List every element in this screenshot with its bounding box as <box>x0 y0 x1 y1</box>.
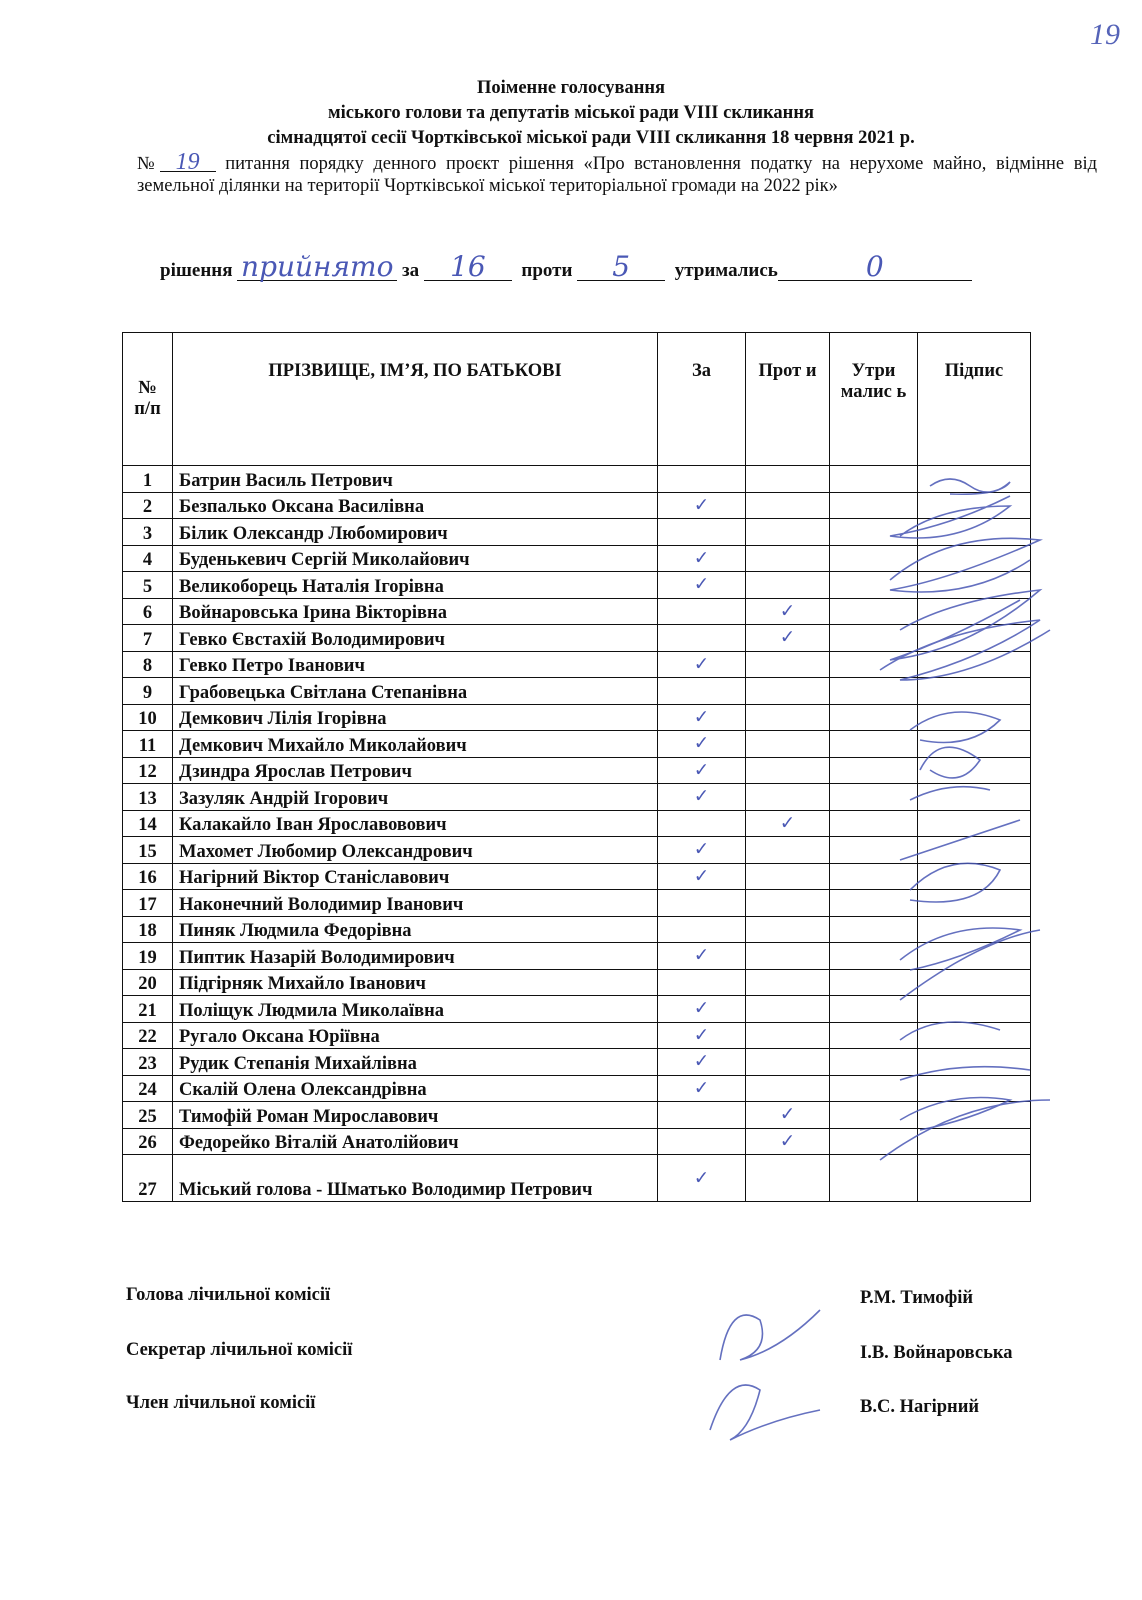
vote-for-cell <box>658 943 746 970</box>
vote-against-cell <box>746 810 830 837</box>
for-label: за <box>402 260 420 281</box>
header-abstained: Утри малис ь <box>830 333 918 466</box>
vote-for-cell <box>658 1022 746 1049</box>
check-mark-icon: ✓ <box>693 1077 710 1099</box>
vote-against-cell <box>746 519 830 546</box>
vote-for-cell <box>658 1102 746 1129</box>
signature-stroke <box>900 930 1040 1000</box>
row-number: 21 <box>123 996 173 1023</box>
row-number: 5 <box>123 572 173 599</box>
deputy-name: Ругало Оксана Юріївна <box>173 1022 658 1049</box>
vote-for-cell <box>658 572 746 599</box>
document-title: Поіменне голосування <box>476 78 666 98</box>
vote-for-cell <box>658 757 746 784</box>
deputy-name: Пиптик Назарій Володимирович <box>173 943 658 970</box>
vote-for-cell <box>658 519 746 546</box>
vote-for-cell <box>658 916 746 943</box>
deputy-name: Грабовецька Світлана Степанівна <box>173 678 658 705</box>
decision-label: рішення <box>160 260 233 281</box>
check-mark-icon: ✓ <box>693 998 710 1020</box>
deputy-name: Дзиндра Ярослав Петрович <box>173 757 658 784</box>
vote-against-cell <box>746 1049 830 1076</box>
row-number: 19 <box>123 943 173 970</box>
deputy-name: Скалій Олена Олександрівна <box>173 1075 658 1102</box>
deputy-name: Тимофій Роман Мирославович <box>173 1102 658 1129</box>
vote-against-cell <box>746 545 830 572</box>
vote-against-cell <box>746 678 830 705</box>
chair-name: Р.М. Тимофій <box>860 1288 974 1308</box>
against-count: 5 <box>577 254 665 281</box>
signature-stroke <box>890 496 1010 538</box>
signature-stroke <box>900 1098 1010 1131</box>
vote-against-cell <box>746 890 830 917</box>
vote-for-cell <box>658 863 746 890</box>
deputy-name: Батрин Василь Петрович <box>173 466 658 493</box>
signature-stroke <box>910 787 990 800</box>
vote-for-cell <box>658 1049 746 1076</box>
commission-signatures <box>700 1290 840 1490</box>
vote-results <box>160 250 972 283</box>
vote-against-cell <box>746 1128 830 1155</box>
deputy-name: Гевко Євстахій Володимирович <box>173 625 658 652</box>
row-number: 9 <box>123 678 173 705</box>
agenda-item-text <box>137 149 1098 197</box>
check-mark-icon: ✓ <box>693 574 710 596</box>
agenda-description: питання порядку денного проєкт рішення «Про встановлення податку на нерухоме майно, відмінне від земельної ділянки на території Чортківської міської територіальної громади на 2022 рік» <box>137 154 1098 196</box>
deputy-name: Великоборець Наталія Ігорівна <box>173 572 658 599</box>
check-mark-icon: ✓ <box>693 653 710 675</box>
row-number: 20 <box>123 969 173 996</box>
deputy-name: Зазуляк Андрій Ігорович <box>173 784 658 811</box>
check-mark-icon: ✓ <box>693 706 710 728</box>
check-mark-icon: ✓ <box>693 945 710 967</box>
row-number: 8 <box>123 651 173 678</box>
secretary-name: І.В. Войнаровська <box>860 1343 1013 1363</box>
deputy-name: Гевко Петро Іванович <box>173 651 658 678</box>
header-against: Прот и <box>746 333 830 466</box>
header-signature: Підпис <box>918 333 1031 466</box>
vote-against-cell <box>746 1022 830 1049</box>
vote-against-cell <box>746 466 830 493</box>
vote-for-cell <box>658 651 746 678</box>
vote-against-cell <box>746 731 830 758</box>
row-number: 25 <box>123 1102 173 1129</box>
vote-for-cell <box>658 678 746 705</box>
vote-against-cell <box>746 943 830 970</box>
row-number: 6 <box>123 598 173 625</box>
abstained-label: утримались <box>674 260 778 281</box>
vote-against-cell <box>746 572 830 599</box>
row-number: 2 <box>123 492 173 519</box>
vote-for-cell <box>658 731 746 758</box>
vote-for-cell <box>658 810 746 837</box>
row-number: 16 <box>123 863 173 890</box>
deputy-name: Наконечний Володимир Іванович <box>173 890 658 917</box>
row-number: 23 <box>123 1049 173 1076</box>
vote-for-cell <box>658 837 746 864</box>
row-number: 7 <box>123 625 173 652</box>
decision-value: прийнято <box>237 254 397 281</box>
deputy-name: Демкович Лілія Ігорівна <box>173 704 658 731</box>
secretary-label: Секретар лічильної комісії <box>126 1340 353 1360</box>
agenda-number: 19 <box>160 153 216 172</box>
vote-for-cell <box>658 1128 746 1155</box>
vote-against-cell <box>746 863 830 890</box>
row-number: 4 <box>123 545 173 572</box>
signature-stroke <box>890 538 1040 592</box>
vote-against-cell <box>746 1155 830 1202</box>
signature-stroke <box>910 712 1000 743</box>
vote-for-cell <box>658 704 746 731</box>
vote-for-cell <box>658 492 746 519</box>
signature-stroke <box>920 747 980 778</box>
vote-for-cell <box>658 625 746 652</box>
page-number: 19 <box>1090 18 1120 51</box>
deputy-name: Буденькевич Сергій Миколайович <box>173 545 658 572</box>
vote-against-cell <box>746 704 830 731</box>
vote-for-cell <box>658 1075 746 1102</box>
vote-against-cell <box>746 969 830 996</box>
vote-against-cell <box>746 996 830 1023</box>
signature-stroke <box>900 820 1020 860</box>
deputy-name: Федорейко Віталій Анатолійович <box>173 1128 658 1155</box>
row-number: 15 <box>123 837 173 864</box>
row-number: 17 <box>123 890 173 917</box>
vote-for-cell <box>658 545 746 572</box>
row-number: 10 <box>123 704 173 731</box>
vote-against-cell <box>746 651 830 678</box>
check-mark-icon: ✓ <box>693 786 710 808</box>
row-number: 14 <box>123 810 173 837</box>
check-mark-icon: ✓ <box>693 494 710 516</box>
signature-scribbles <box>840 440 1100 1220</box>
check-mark-icon: ✓ <box>693 839 710 861</box>
signature-stroke <box>900 1022 1000 1040</box>
member-name: В.С. Нагірний <box>860 1397 980 1417</box>
check-mark-icon: ✓ <box>693 1024 710 1046</box>
row-number: 11 <box>123 731 173 758</box>
row-number: 26 <box>123 1128 173 1155</box>
vote-for-cell <box>658 1155 746 1202</box>
session-line: сімнадцятої сесії Чортківської міської ради VIII скликання 18 червня 2021 р. <box>267 128 915 148</box>
signature-stroke <box>930 479 1010 494</box>
deputy-name: Калакайло Іван Ярославовович <box>173 810 658 837</box>
chair-label: Голова лічильної комісії <box>126 1285 331 1305</box>
vote-for-cell <box>658 890 746 917</box>
signature-stroke <box>710 1385 820 1440</box>
vote-for-cell <box>658 466 746 493</box>
deputy-name: Рудик Степанія Михайлівна <box>173 1049 658 1076</box>
check-mark-icon: ✓ <box>779 600 796 622</box>
check-mark-icon: ✓ <box>779 812 796 834</box>
header-for: За <box>658 333 746 466</box>
vote-against-cell <box>746 625 830 652</box>
vote-for-cell <box>658 598 746 625</box>
vote-against-cell <box>746 784 830 811</box>
check-mark-icon: ✓ <box>779 627 796 649</box>
vote-against-cell <box>746 598 830 625</box>
check-mark-icon: ✓ <box>693 1051 710 1073</box>
deputy-name: Пиняк Людмила Федорівна <box>173 916 658 943</box>
row-number: 18 <box>123 916 173 943</box>
row-number: 24 <box>123 1075 173 1102</box>
signature-stroke <box>880 1100 1050 1160</box>
vote-for-cell <box>658 996 746 1023</box>
vote-against-cell <box>746 492 830 519</box>
deputy-name: Войнаровська Ірина Вікторівна <box>173 598 658 625</box>
check-mark-icon: ✓ <box>779 1130 796 1152</box>
check-mark-icon: ✓ <box>693 1167 710 1189</box>
row-number: 12 <box>123 757 173 784</box>
check-mark-icon: ✓ <box>693 547 710 569</box>
row-number: 22 <box>123 1022 173 1049</box>
signature-stroke <box>720 1310 820 1360</box>
signature-stroke <box>900 1067 1030 1080</box>
deputy-name: Демкович Михайло Миколайович <box>173 731 658 758</box>
check-mark-icon: ✓ <box>693 733 710 755</box>
signature-stroke <box>910 863 1000 902</box>
member-label: Член лічильної комісії <box>126 1393 316 1413</box>
deputy-name: Безпалько Оксана Василівна <box>173 492 658 519</box>
signature-stroke <box>890 590 1040 660</box>
abstained-count: 0 <box>778 254 972 281</box>
vote-against-cell <box>746 1102 830 1129</box>
signature-stroke <box>900 928 1020 970</box>
check-mark-icon: ✓ <box>693 759 710 781</box>
vote-against-cell <box>746 757 830 784</box>
vote-against-cell <box>746 1075 830 1102</box>
for-count: 16 <box>424 254 512 281</box>
deputy-name: Міський голова - Шматько Володимир Петрович <box>173 1155 658 1202</box>
vote-for-cell <box>658 969 746 996</box>
deputy-name: Поліщук Людмила Миколаївна <box>173 996 658 1023</box>
header-full-name: ПРІЗВИЩЕ, ІМ’Я, ПО БАТЬКОВІ <box>173 333 658 466</box>
deputy-name: Махомет Любомир Олександрович <box>173 837 658 864</box>
vote-against-cell <box>746 837 830 864</box>
vote-for-cell <box>658 784 746 811</box>
document-subtitle: міського голови та депутатів міської ради VIII скликання <box>328 103 814 123</box>
check-mark-icon: ✓ <box>693 865 710 887</box>
row-number: 1 <box>123 466 173 493</box>
row-number: 13 <box>123 784 173 811</box>
row-number: 27 <box>123 1155 173 1202</box>
agenda-number-prefix: № <box>137 154 160 174</box>
header-number: № п/п <box>123 333 173 466</box>
deputy-name: Підгірняк Михайло Іванович <box>173 969 658 996</box>
vote-against-cell <box>746 916 830 943</box>
deputy-name: Білик Олександр Любомирович <box>173 519 658 546</box>
check-mark-icon: ✓ <box>779 1104 796 1126</box>
row-number: 3 <box>123 519 173 546</box>
against-label: проти <box>521 260 573 281</box>
deputy-name: Нагірний Віктор Станіславович <box>173 863 658 890</box>
